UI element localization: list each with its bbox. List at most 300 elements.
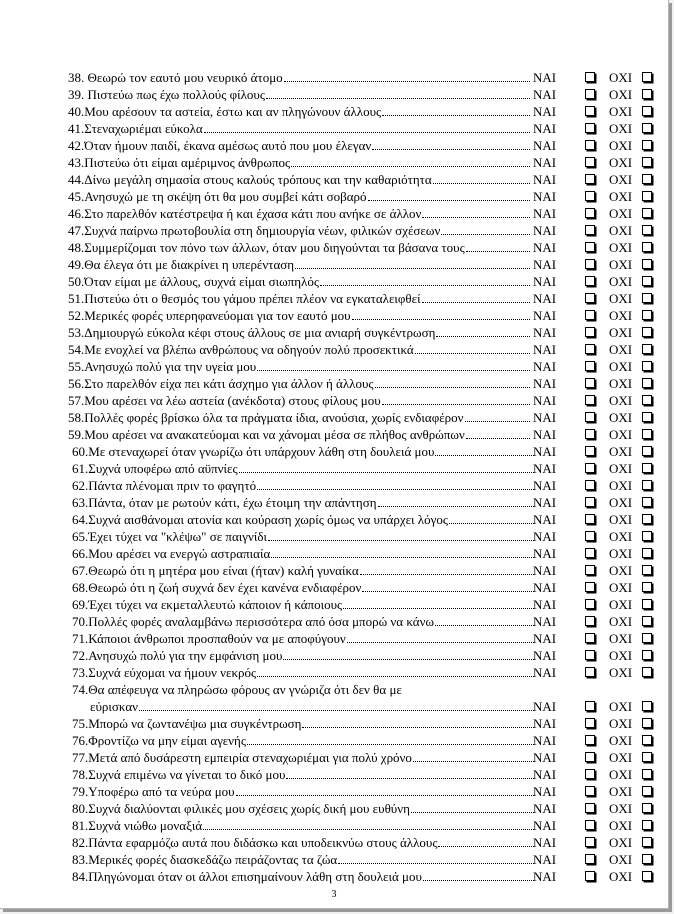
question-statement xyxy=(68,120,530,137)
question-statement xyxy=(72,766,534,783)
no-label: ΟΧΙ xyxy=(609,665,633,680)
dot-leader xyxy=(411,800,534,813)
question-statement xyxy=(68,409,530,426)
yes-label: ΝΑΙ xyxy=(533,257,557,272)
yes-label: ΝΑΙ xyxy=(533,325,557,340)
yes-label: ΝΑΙ xyxy=(533,869,557,884)
no-checkbox[interactable] xyxy=(642,463,652,473)
yes-checkbox[interactable] xyxy=(585,599,595,609)
dot-leader xyxy=(435,443,534,456)
dot-leader xyxy=(368,188,530,201)
dot-leader xyxy=(268,528,534,541)
dot-leader xyxy=(343,596,534,609)
question-text: 77.Μετά από δυσάρεστη εμπειρία στεναχωριέμαι για πολύ χρόνο xyxy=(72,750,412,765)
question-row xyxy=(0,766,668,783)
yes-checkbox[interactable] xyxy=(585,446,595,456)
question-row xyxy=(0,834,668,851)
question-row xyxy=(0,528,668,545)
yes-label: ΝΑΙ xyxy=(533,291,557,306)
no-checkbox[interactable] xyxy=(642,395,652,405)
no-checkbox[interactable] xyxy=(642,89,652,99)
no-checkbox[interactable] xyxy=(642,242,652,252)
question-statement xyxy=(68,103,530,120)
question-text: 38. Θεωρώ τον εαυτό μου νευρικό άτομο xyxy=(68,70,283,85)
yes-checkbox[interactable] xyxy=(585,650,595,660)
yes-label: ΝΑΙ xyxy=(533,155,557,170)
yes-checkbox[interactable] xyxy=(585,582,595,592)
no-label: ΟΧΙ xyxy=(609,104,633,119)
no-checkbox[interactable] xyxy=(642,429,652,439)
question-row xyxy=(0,851,668,868)
yes-checkbox[interactable] xyxy=(585,395,595,405)
no-checkbox[interactable] xyxy=(642,565,652,575)
question-text: 62.Πάντα πλένομαι πριν το φαγητό xyxy=(72,478,257,493)
no-checkbox[interactable] xyxy=(642,599,652,609)
question-statement xyxy=(68,256,530,273)
yes-checkbox[interactable] xyxy=(585,327,595,337)
no-checkbox[interactable] xyxy=(642,497,652,507)
dot-leader xyxy=(139,698,534,711)
question-row xyxy=(0,868,668,885)
question-row xyxy=(0,188,668,205)
question-statement xyxy=(68,188,530,205)
no-checkbox[interactable] xyxy=(642,531,652,541)
question-row xyxy=(0,290,668,307)
no-checkbox[interactable] xyxy=(642,667,652,677)
no-label: ΟΧΙ xyxy=(609,546,633,561)
question-row xyxy=(0,579,668,596)
question-statement xyxy=(72,834,534,851)
question-text: 78.Συχνά επιμένω να γίνεται το δικό μου xyxy=(72,767,286,782)
no-label: ΟΧΙ xyxy=(609,223,633,238)
question-statement xyxy=(72,460,534,477)
no-label: ΟΧΙ xyxy=(609,257,633,272)
no-checkbox[interactable] xyxy=(642,718,652,728)
yes-label: ΝΑΙ xyxy=(533,648,557,663)
question-statement xyxy=(68,273,530,290)
no-checkbox[interactable] xyxy=(642,514,652,524)
question-row xyxy=(0,783,668,800)
no-label: ΟΧΙ xyxy=(609,240,633,255)
no-checkbox[interactable] xyxy=(642,650,652,660)
no-checkbox[interactable] xyxy=(642,752,652,762)
yes-label: ΝΑΙ xyxy=(533,546,557,561)
question-row xyxy=(0,392,668,409)
no-label: ΟΧΙ xyxy=(609,376,633,391)
question-row xyxy=(0,239,668,256)
question-text: 64.Συχνά αισθάνομαι ατονία και κούραση χωρίς όμως να υπάρχει λόγος xyxy=(72,512,449,527)
no-checkbox[interactable] xyxy=(642,208,652,218)
question-text: 41.Στεναχωριέμαι εύκολα xyxy=(68,121,203,136)
no-checkbox[interactable] xyxy=(642,259,652,269)
yes-checkbox[interactable] xyxy=(585,361,595,371)
no-checkbox[interactable] xyxy=(642,293,652,303)
yes-checkbox[interactable] xyxy=(585,463,595,473)
no-label: ΟΧΙ xyxy=(609,580,633,595)
yes-label: ΝΑΙ xyxy=(533,461,557,476)
yes-label: ΝΑΙ xyxy=(533,716,557,731)
dot-leader xyxy=(236,783,534,796)
question-row xyxy=(0,307,668,324)
yes-label: ΝΑΙ xyxy=(533,818,557,833)
question-row xyxy=(0,222,668,239)
yes-label: ΝΑΙ xyxy=(533,240,557,255)
yes-label: ΝΑΙ xyxy=(533,274,557,289)
no-checkbox[interactable] xyxy=(642,140,652,150)
yes-checkbox[interactable] xyxy=(585,276,595,286)
question-text: 52.Μερικές φορές υπερηφανεύομαι για τον εαυτό μου xyxy=(68,308,351,323)
question-row xyxy=(0,171,668,188)
question-text: 71.Κάποιοι άνθρωποι προσπαθούν να με αποφύγουν xyxy=(72,631,346,646)
dot-leader xyxy=(382,103,530,116)
question-statement xyxy=(72,477,534,494)
no-checkbox[interactable] xyxy=(642,803,652,813)
yes-label: ΝΑΙ xyxy=(533,733,557,748)
dot-leader xyxy=(302,715,534,728)
yes-checkbox[interactable] xyxy=(585,191,595,201)
question-text: 55.Ανησυχώ πολύ για την υγεία μου xyxy=(68,359,257,374)
question-row xyxy=(0,477,668,494)
yes-checkbox[interactable] xyxy=(585,871,595,881)
yes-checkbox[interactable] xyxy=(585,548,595,558)
yes-checkbox[interactable] xyxy=(585,72,595,82)
no-checkbox[interactable] xyxy=(642,701,652,711)
yes-checkbox[interactable] xyxy=(585,718,595,728)
no-label: ΟΧΙ xyxy=(609,563,633,578)
question-row xyxy=(0,511,668,528)
no-label: ΟΧΙ xyxy=(609,444,633,459)
dot-leader xyxy=(257,358,530,371)
question-row xyxy=(0,341,668,358)
no-label: ΟΧΙ xyxy=(609,478,633,493)
question-statement xyxy=(72,732,534,749)
yes-label: ΝΑΙ xyxy=(533,410,557,425)
page-number: 3 xyxy=(331,889,337,900)
no-checkbox[interactable] xyxy=(642,327,652,337)
no-label: ΟΧΙ xyxy=(609,784,633,799)
question-statement xyxy=(72,630,534,647)
question-statement xyxy=(72,545,534,562)
question-row xyxy=(0,86,668,103)
question-statement xyxy=(72,596,534,613)
yes-checkbox[interactable] xyxy=(585,174,595,184)
question-row xyxy=(0,426,668,443)
no-checkbox[interactable] xyxy=(642,225,652,235)
question-text: 72.Ανησυχώ πολύ για την εμφάνιση μου xyxy=(72,648,283,663)
yes-label: ΝΑΙ xyxy=(533,512,557,527)
no-checkbox[interactable] xyxy=(642,633,652,643)
yes-label: ΝΑΙ xyxy=(533,393,557,408)
no-checkbox[interactable] xyxy=(642,820,652,830)
question-statement xyxy=(68,171,530,188)
yes-checkbox[interactable] xyxy=(585,378,595,388)
question-row xyxy=(0,375,668,392)
yes-label: ΝΑΙ xyxy=(533,70,557,85)
question-statement xyxy=(72,494,534,511)
dot-leader xyxy=(415,341,530,354)
no-checkbox[interactable] xyxy=(642,72,652,82)
question-row xyxy=(0,647,668,664)
question-statement xyxy=(72,511,534,528)
yes-checkbox[interactable] xyxy=(585,565,595,575)
no-label: ΟΧΙ xyxy=(609,597,633,612)
yes-checkbox[interactable] xyxy=(585,616,595,626)
dot-leader xyxy=(271,545,534,558)
yes-label: ΝΑΙ xyxy=(533,138,557,153)
question-text: 66.Μου αρέσει να ενεργώ αστραπιαία xyxy=(72,546,271,561)
question-statement xyxy=(68,69,530,86)
yes-checkbox[interactable] xyxy=(585,344,595,354)
question-row xyxy=(0,443,668,460)
no-checkbox[interactable] xyxy=(642,480,652,490)
yes-label: ΝΑΙ xyxy=(533,206,557,221)
no-checkbox[interactable] xyxy=(642,871,652,881)
question-statement xyxy=(72,800,534,817)
yes-checkbox[interactable] xyxy=(585,293,595,303)
no-label: ΟΧΙ xyxy=(609,359,633,374)
yes-checkbox[interactable] xyxy=(585,769,595,779)
no-checkbox[interactable] xyxy=(642,837,652,847)
dot-leader xyxy=(283,647,534,660)
question-row xyxy=(0,69,668,86)
yes-checkbox[interactable] xyxy=(585,820,595,830)
question-row xyxy=(0,205,668,222)
yes-label: ΝΑΙ xyxy=(533,223,557,238)
no-label: ΟΧΙ xyxy=(609,648,633,663)
yes-label: ΝΑΙ xyxy=(533,784,557,799)
question-row xyxy=(0,817,668,834)
question-text: 56.Στο παρελθόν είχα πει κάτι άσχημο για άλλον ή άλλους xyxy=(68,376,374,391)
question-statement xyxy=(72,647,534,664)
yes-label: ΝΑΙ xyxy=(533,121,557,136)
no-checkbox[interactable] xyxy=(642,735,652,745)
no-label: ΟΧΙ xyxy=(609,155,633,170)
yes-checkbox[interactable] xyxy=(585,786,595,796)
yes-checkbox[interactable] xyxy=(585,701,595,711)
question-row xyxy=(0,154,668,171)
dot-leader xyxy=(423,868,534,881)
no-label: ΟΧΙ xyxy=(609,189,633,204)
no-label: ΟΧΙ xyxy=(609,342,633,357)
question-text: 84.Πληγώνομαι όταν οι άλλοι επισημαίνουν λάθη στη δουλειά μου xyxy=(72,869,422,884)
no-checkbox[interactable] xyxy=(642,412,652,422)
yes-checkbox[interactable] xyxy=(585,667,595,677)
question-statement xyxy=(72,817,534,834)
no-label: ΟΧΙ xyxy=(609,529,633,544)
dot-leader xyxy=(466,239,530,252)
no-checkbox[interactable] xyxy=(642,276,652,286)
dot-leader xyxy=(466,426,530,439)
dot-leader xyxy=(291,154,530,167)
question-statement xyxy=(68,137,530,154)
question-text: 48.Συμμερίζομαι τον πόνο των άλλων, όταν μου διηγούνται τα βάσανα τους xyxy=(68,240,465,255)
no-label: ΟΧΙ xyxy=(609,767,633,782)
yes-checkbox[interactable] xyxy=(585,242,595,252)
yes-checkbox[interactable] xyxy=(585,157,595,167)
yes-checkbox[interactable] xyxy=(585,310,595,320)
question-row xyxy=(0,103,668,120)
yes-label: ΝΑΙ xyxy=(533,529,557,544)
dot-leader xyxy=(465,409,530,422)
yes-label: ΝΑΙ xyxy=(533,665,557,680)
yes-checkbox[interactable] xyxy=(585,531,595,541)
no-checkbox[interactable] xyxy=(642,582,652,592)
question-text: 67.Θεωρώ ότι η μητέρα μου είναι (ήταν) καλή γυναίκα xyxy=(72,563,359,578)
yes-label: ΝΑΙ xyxy=(533,597,557,612)
question-text: 46.Στο παρελθόν κατέστρεψα ή και έχασα κάτι που ανήκε σε άλλον xyxy=(68,206,422,221)
question-text: 49.Θα έλεγα ότι με διακρίνει η υπερένταση xyxy=(68,257,295,272)
question-text: 81.Συχνά νιώθω μοναξιά xyxy=(72,818,203,833)
question-text: 74.Θα απέφευγα να πληρώσω φόρους αν γνώριζα ότι δεν θα με xyxy=(72,682,402,697)
question-text: 61.Συχνά υποφέρω από αϋπνίες xyxy=(72,461,238,476)
no-label: ΟΧΙ xyxy=(609,274,633,289)
dot-leader xyxy=(352,307,530,320)
question-text: 45.Ανησυχώ με τη σκέψη ότι θα μου συμβεί κάτι σοβαρό xyxy=(68,189,367,204)
no-checkbox[interactable] xyxy=(642,123,652,133)
no-checkbox[interactable] xyxy=(642,378,652,388)
question-statement xyxy=(68,307,530,324)
no-label: ΟΧΙ xyxy=(609,172,633,187)
no-label: ΟΧΙ xyxy=(609,291,633,306)
yes-checkbox[interactable] xyxy=(585,514,595,524)
dot-leader xyxy=(360,562,534,575)
dot-leader xyxy=(347,630,534,643)
no-label: ΟΧΙ xyxy=(609,801,633,816)
yes-checkbox[interactable] xyxy=(585,752,595,762)
yes-label: ΝΑΙ xyxy=(533,563,557,578)
no-checkbox[interactable] xyxy=(642,854,652,864)
dot-leader xyxy=(372,137,530,150)
question-statement xyxy=(72,851,534,868)
question-text: 43.Πιστεύω ότι είμαι αμέριμνος άνθρωπος xyxy=(68,155,291,170)
question-statement xyxy=(68,358,530,375)
no-checkbox[interactable] xyxy=(642,769,652,779)
yes-label: ΝΑΙ xyxy=(533,172,557,187)
dot-leader xyxy=(247,732,534,745)
question-row xyxy=(0,630,668,647)
no-label: ΟΧΙ xyxy=(609,461,633,476)
no-checkbox[interactable] xyxy=(642,174,652,184)
yes-label: ΝΑΙ xyxy=(533,478,557,493)
yes-label: ΝΑΙ xyxy=(533,308,557,323)
question-statement xyxy=(68,205,530,222)
yes-checkbox[interactable] xyxy=(585,633,595,643)
question-text: 76.Φροντίζω να μην είμαι αγενής xyxy=(72,733,246,748)
dot-leader xyxy=(338,851,534,864)
yes-checkbox[interactable] xyxy=(585,106,595,116)
question-text: 54.Με ενοχλεί να βλέπω ανθρώπους να οδηγούν πολύ προσεκτικά xyxy=(68,342,414,357)
question-text: 59.Μου αρέσει να ανακατεύομαι και να χάνομαι μέσα σε πλήθος ανθρώπων xyxy=(68,427,465,442)
yes-label: ΝΑΙ xyxy=(533,750,557,765)
yes-checkbox[interactable] xyxy=(585,803,595,813)
question-row xyxy=(0,545,668,562)
question-row xyxy=(0,664,668,681)
no-checkbox[interactable] xyxy=(642,548,652,558)
question-text: 70.Πολλές φορές αναλαμβάνω περισσότερα από όσα μπορώ να κάνω xyxy=(72,614,435,629)
question-text: 79.Υποφέρω από τα νεύρα μου xyxy=(72,784,235,799)
question-statement xyxy=(72,562,534,579)
yes-checkbox[interactable] xyxy=(585,225,595,235)
question-statement xyxy=(72,783,534,800)
question-text: 53.Δημιουργώ εύκολα κέφι στους άλλους σε μια ανιαρή συγκέντρωση xyxy=(68,325,436,340)
yes-checkbox[interactable] xyxy=(585,259,595,269)
no-checkbox[interactable] xyxy=(642,157,652,167)
yes-label: ΝΑΙ xyxy=(533,427,557,442)
question-row xyxy=(0,681,668,715)
no-checkbox[interactable] xyxy=(642,344,652,354)
question-text: 50.Όταν είμαι με άλλους, συχνά είμαι σιωπηλός xyxy=(68,274,319,289)
dot-leader xyxy=(435,613,534,626)
question-statement xyxy=(72,579,534,596)
no-label: ΟΧΙ xyxy=(609,206,633,221)
yes-label: ΝΑΙ xyxy=(533,580,557,595)
question-text: 60.Με στεναχωρεί όταν γνωρίζω ότι υπάρχουν λάθη στη δουλειά μου xyxy=(72,444,435,459)
yes-label: ΝΑΙ xyxy=(533,444,557,459)
no-label: ΟΧΙ xyxy=(609,410,633,425)
no-checkbox[interactable] xyxy=(642,191,652,201)
questionnaire-items xyxy=(0,69,668,885)
dot-leader xyxy=(422,205,530,218)
question-row xyxy=(0,460,668,477)
dot-leader xyxy=(203,817,534,830)
no-label: ΟΧΙ xyxy=(609,869,633,884)
dot-leader xyxy=(320,273,530,286)
question-text: 83.Μερικές φορές διασκεδάζω πειράζοντας τα ζώα xyxy=(72,852,338,867)
question-row xyxy=(0,120,668,137)
no-label: ΟΧΙ xyxy=(609,631,633,646)
no-label: ΟΧΙ xyxy=(609,121,633,136)
no-checkbox[interactable] xyxy=(642,616,652,626)
yes-checkbox[interactable] xyxy=(585,429,595,439)
question-row xyxy=(0,273,668,290)
no-label: ΟΧΙ xyxy=(609,70,633,85)
no-label: ΟΧΙ xyxy=(609,87,633,102)
question-row xyxy=(0,732,668,749)
yes-label: ΝΑΙ xyxy=(533,801,557,816)
no-checkbox[interactable] xyxy=(642,310,652,320)
yes-checkbox[interactable] xyxy=(585,735,595,745)
question-text: 69.Έχει τύχει να εκμεταλλευτώ κάποιον ή κάποιους xyxy=(72,597,343,612)
no-checkbox[interactable] xyxy=(642,446,652,456)
yes-checkbox[interactable] xyxy=(585,497,595,507)
dot-leader xyxy=(257,664,534,677)
yes-label: ΝΑΙ xyxy=(533,359,557,374)
question-statement xyxy=(68,392,530,409)
question-row xyxy=(0,800,668,817)
dot-leader xyxy=(438,834,534,847)
no-checkbox[interactable] xyxy=(642,361,652,371)
dot-leader xyxy=(378,494,535,507)
yes-checkbox[interactable] xyxy=(585,123,595,133)
no-checkbox[interactable] xyxy=(642,106,652,116)
yes-checkbox[interactable] xyxy=(585,89,595,99)
dot-leader xyxy=(413,749,534,762)
yes-checkbox[interactable] xyxy=(585,412,595,422)
dot-leader xyxy=(204,120,530,133)
yes-checkbox[interactable] xyxy=(585,854,595,864)
yes-checkbox[interactable] xyxy=(585,480,595,490)
no-label: ΟΧΙ xyxy=(609,427,633,442)
yes-label: ΝΑΙ xyxy=(533,699,557,714)
yes-checkbox[interactable] xyxy=(585,837,595,847)
no-checkbox[interactable] xyxy=(642,786,652,796)
yes-checkbox[interactable] xyxy=(585,208,595,218)
dot-leader xyxy=(286,766,534,779)
question-statement xyxy=(68,375,530,392)
question-row xyxy=(0,596,668,613)
question-row xyxy=(0,324,668,341)
yes-checkbox[interactable] xyxy=(585,140,595,150)
